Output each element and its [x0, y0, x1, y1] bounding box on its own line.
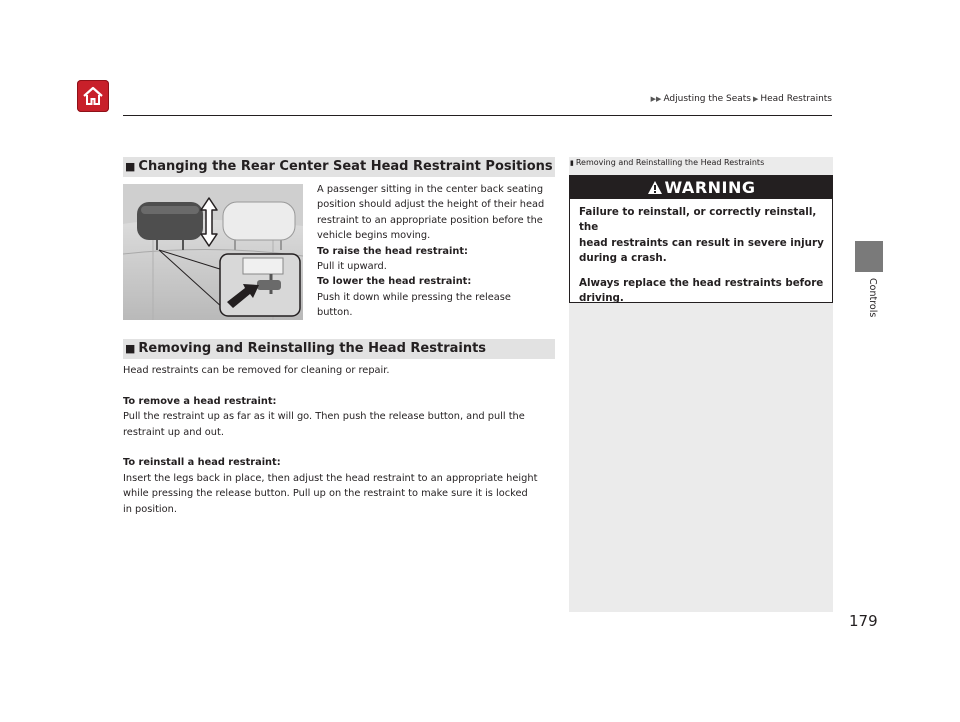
remove-text-line: restraint up and out. [123, 426, 224, 438]
breadcrumb-item-adjusting-seats[interactable]: Adjusting the Seats [663, 94, 751, 104]
reinstall-text-line: while pressing the release button. Pull up on the restraint to make sure it is locked [123, 488, 528, 500]
breadcrumb-arrow-icon: ▶ [752, 95, 759, 103]
home-button[interactable] [77, 80, 109, 112]
warning-label: WARNING [664, 178, 756, 197]
home-icon [82, 85, 104, 107]
section-title: Changing the Rear Center Seat Head Restraint Positions [138, 159, 553, 174]
text-line: restraint to an appropriate position before the [317, 214, 543, 226]
text-line: A passenger sitting in the center back seating [317, 184, 544, 195]
warning-line: Failure to reinstall, or correctly reinstall, the [579, 206, 817, 234]
square-bullet-icon: ■ [125, 342, 136, 355]
lower-heading: To lower the head restraint: [317, 276, 472, 288]
note-title-text: Removing and Reinstalling the Head Restraints [575, 158, 765, 167]
reinstall-text-line: Insert the legs back in place, then adjust the head restraint to an appropriate height [123, 472, 538, 484]
breadcrumb-item-head-restraints[interactable]: Head Restraints [760, 94, 832, 104]
warning-header [570, 176, 832, 199]
raise-text: Pull it upward. [317, 261, 387, 273]
raise-heading: To raise the head restraint: [317, 245, 468, 257]
page-number: 179 [849, 612, 878, 630]
warning-line: head restraints can result in severe injury [579, 236, 824, 249]
section-heading-removing [123, 339, 555, 359]
side-tab-label[interactable]: Controls [867, 278, 878, 318]
rear-center-instructions [317, 182, 557, 321]
warning-line: driving. [579, 292, 624, 305]
reinstall-heading: To reinstall a head restraint: [123, 457, 281, 469]
lower-text-line: button. [317, 307, 353, 319]
lower-text-line: Push it down while pressing the release [317, 291, 511, 303]
section-title: Removing and Reinstalling the Head Restraints [138, 341, 487, 356]
intro-text: Head restraints can be removed for cleaning or repair. [123, 365, 390, 376]
square-bullet-icon: ■ [125, 160, 136, 173]
text-line: vehicle begins moving. [317, 230, 431, 242]
breadcrumb [649, 94, 832, 104]
side-tab-marker [855, 241, 883, 272]
remove-text-line: Pull the restraint up as far as it will go. Then push the release button, and pull the [123, 411, 525, 423]
reinstall-text-line: in position. [123, 503, 177, 515]
warning-box [569, 175, 833, 303]
section-heading-rear-center [123, 157, 555, 177]
note-title[interactable] [570, 158, 764, 167]
warning-text [570, 199, 832, 306]
header-divider [123, 115, 832, 116]
warning-triangle-icon [647, 180, 663, 195]
removing-instructions [123, 363, 555, 517]
breadcrumb-arrow-icon: ▶▶ [650, 95, 662, 103]
warning-line: Always replace the head restraints before [579, 276, 824, 289]
warning-line: during a crash. [579, 252, 667, 265]
remove-heading: To remove a head restraint: [123, 395, 277, 407]
head-restraint-illustration [123, 184, 303, 320]
note-marker-icon: ▮ [570, 159, 574, 167]
text-line: position should adjust the height of their head [317, 199, 545, 211]
